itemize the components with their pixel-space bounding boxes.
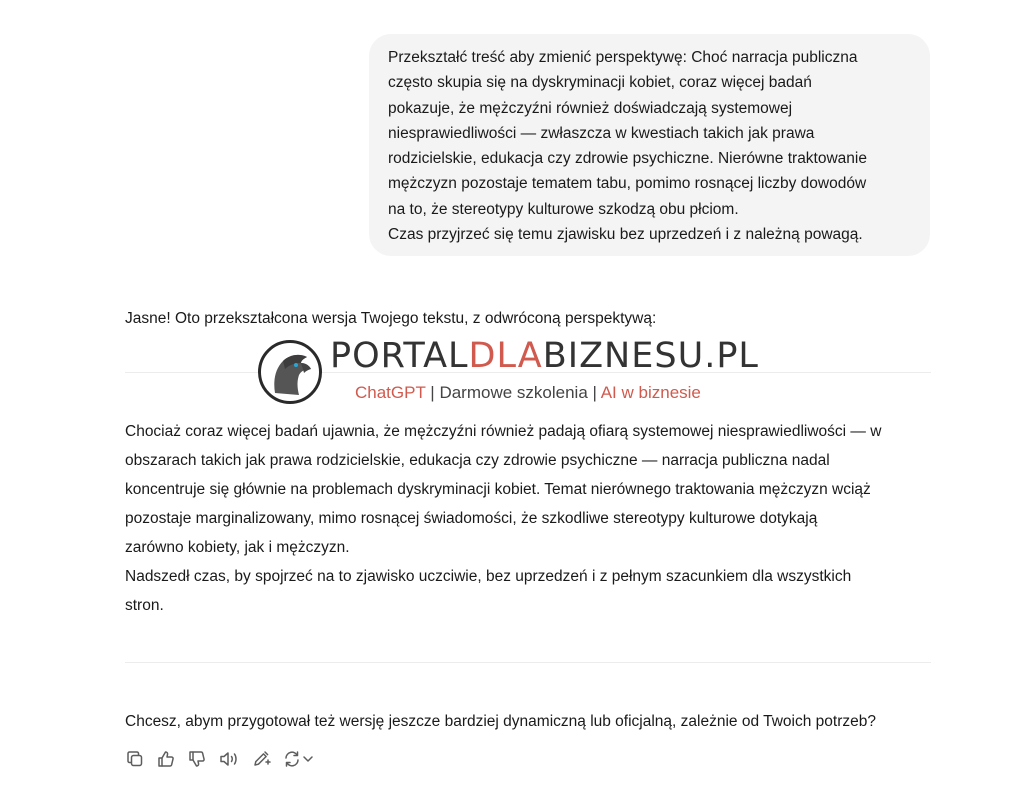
watermark-banner <box>258 336 778 410</box>
user-message-line: często skupia się na dyskryminacji kobiet, coraz więcej badań <box>388 74 812 92</box>
user-message-line: pokazuje, że mężczyźni również doświadczają systemowej <box>388 99 793 117</box>
good-response-button[interactable] <box>156 749 176 769</box>
copy-button[interactable] <box>125 749 145 769</box>
divider <box>125 662 931 663</box>
assistant-body-line: zarówno kobiety, jak i mężczyzn. <box>125 539 350 556</box>
brand-part-accent: DLA <box>468 336 543 376</box>
tagline-part: ChatGPT <box>355 383 426 402</box>
tagline-part: AI w biznesie <box>600 383 701 402</box>
tagline-part: Darmowe szkolenia <box>439 383 588 402</box>
assistant-body-line: stron. <box>125 597 164 614</box>
regenerate-icon <box>282 749 302 769</box>
copy-icon <box>125 749 145 769</box>
bad-response-button[interactable] <box>187 749 207 769</box>
user-message-line: na to, że stereotypy kulturowe szkodzą obu płciom. <box>388 200 739 218</box>
read-aloud-icon <box>218 749 240 769</box>
chevron-down-icon <box>302 749 314 769</box>
user-message-line: niesprawiedliwości — zwłaszcza w kwestiach takich jak prawa <box>388 124 815 142</box>
assistant-body-line: Nadszedł czas, by spojrzeć na to zjawisko uczciwie, bez uprzedzeń i z pełnym szacunkiem dla wszystkich <box>125 568 852 585</box>
user-message-line: mężczyzn pozostaje tematem tabu, pomimo rosnącej liczby dowodów <box>388 175 867 193</box>
brand-part: PORTAL <box>330 336 469 376</box>
assistant-body-line: koncentruje się głównie na problemach dyskryminacji kobiet. Temat nierównego traktowania mężczyzn wciąż <box>125 481 871 498</box>
assistant-body <box>125 417 935 620</box>
thumbs-up-icon <box>156 749 176 769</box>
tagline-separator: | <box>425 383 440 402</box>
read-aloud-button[interactable] <box>218 749 240 769</box>
watermark-brand <box>330 336 759 376</box>
user-message-line: Czas przyjrzeć się temu zjawisku bez uprzedzeń i z należną powagą. <box>388 226 863 244</box>
assistant-body-line: pozostaje marginalizowany, mimo rosnącej świadomości, że szkodliwe stereotypy kulturowe dotykają <box>125 510 818 527</box>
assistant-question <box>125 707 935 736</box>
user-message-bubble <box>369 34 930 256</box>
watermark-tagline <box>355 383 701 403</box>
brand-part: BIZNESU.PL <box>542 336 759 376</box>
eagle-logo-icon <box>258 340 322 404</box>
user-message-line: Przekształć treść aby zmienić perspektywę: Choć narracja publiczna <box>388 49 858 66</box>
assistant-intro-text: Jasne! Oto przekształcona wersja Twojego tekstu, z odwróconą perspektywą: <box>125 310 657 327</box>
tagline-separator: | <box>587 383 601 402</box>
thumbs-down-icon <box>187 749 207 769</box>
regenerate-button[interactable] <box>282 749 314 769</box>
user-message-line: rodzicielskie, edukacja czy zdrowie psychiczne. Nierówne traktowanie <box>388 150 867 168</box>
assistant-body-line: obszarach takich jak prawa rodzicielskie, edukacja czy zdrowie psychiczne — narracja publiczna nadal <box>125 452 830 469</box>
edit-in-canvas-icon <box>251 749 271 769</box>
assistant-question-text: Chcesz, abym przygotował też wersję jeszcze bardziej dynamiczną lub oficjalną, zależnie od Twoich potrzeb? <box>125 713 876 730</box>
message-action-bar <box>125 748 314 770</box>
assistant-body-line: Chociaż coraz więcej badań ujawnia, że mężczyźni również padają ofiarą systemowej niesprawiedliwości — w <box>125 423 882 440</box>
assistant-intro <box>125 304 935 333</box>
edit-in-canvas-button[interactable] <box>251 749 271 769</box>
